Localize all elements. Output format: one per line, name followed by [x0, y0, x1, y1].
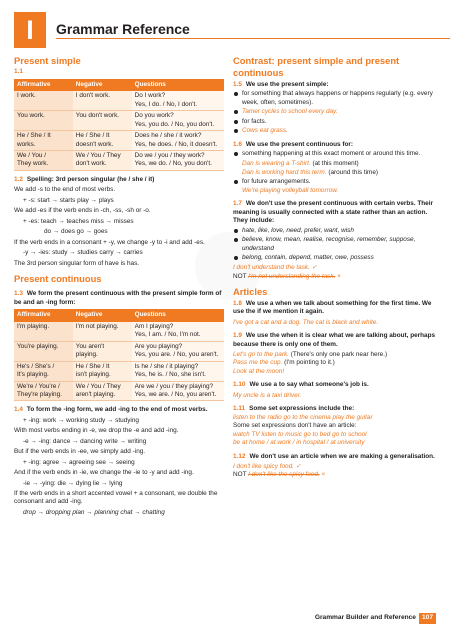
- section-heading: 1.12 We don't use an article when we are making a generalisation.: [233, 452, 435, 460]
- text: But if the verb ends in -ee, we simply add -ing.: [14, 448, 146, 456]
- example-line: be at home / at work / in hospital / at university: [233, 439, 365, 447]
- list-item: something happening at this exact moment or around this time.: [233, 150, 437, 158]
- present-simple-table: [14, 79, 224, 171]
- table-row: [14, 131, 224, 151]
- text: Some set expressions don't have an article:: [233, 422, 357, 430]
- text: If the verb ends in a short accented vowel + a consonant, we double the consonant and add -ing.: [14, 490, 218, 506]
- example-line: do → does go → goes: [44, 228, 108, 236]
- example-line: + -ing: work → working study → studying: [23, 416, 139, 424]
- unit-badge: I: [14, 12, 46, 48]
- left-column: [14, 55, 224, 517]
- page-title: Grammar Reference: [56, 21, 190, 37]
- example-line: + -es: teach → teaches miss → misses: [23, 217, 134, 225]
- example-line: We're playing volleyball tomorrow.: [242, 186, 339, 194]
- table-cell: You aren't playing.: [73, 341, 132, 361]
- example-line: -e → -ing: dance → dancing write → writing: [23, 437, 147, 445]
- table-row: [14, 381, 224, 401]
- title-rule: [56, 38, 450, 39]
- list-item: for facts.: [233, 118, 437, 126]
- footer-label: Grammar Builder and Reference: [314, 614, 416, 622]
- table-cell: He / She / It isn't playing.: [73, 361, 132, 381]
- table-cell: You don't work.: [73, 111, 132, 131]
- example-line: Cows eat grass.: [233, 127, 437, 135]
- right-column: [233, 55, 437, 480]
- present-continuous-table: [14, 309, 224, 401]
- example-line: NOT I'm not understanding the task. ×: [233, 272, 341, 280]
- example-line: I don't like spicy food. ✓: [233, 462, 302, 470]
- table-cell: Is he / she / it playing? Yes, he is. / No, she isn't.: [132, 361, 224, 381]
- table-cell: He's / She's / It's playing.: [14, 361, 73, 381]
- table-row: [14, 361, 224, 381]
- table-body: [14, 322, 224, 401]
- section-heading: 1.7 We don't use the present continuous with certain verbs. Their meaning is usually connected with a state rather than an action. They include:: [233, 200, 434, 225]
- table-row: [14, 111, 224, 131]
- list-item: for future arrangements.: [233, 178, 437, 186]
- table-cell: We / You / They don't work.: [73, 151, 132, 171]
- table-cell: I work.: [14, 91, 73, 110]
- list-item: believe, know, mean, realise, recognise, remember, suppose, understand: [233, 236, 437, 253]
- section-heading: 1.4 To form the -ing form, we add -ing to the end of most verbs.: [14, 406, 208, 414]
- table-row: [14, 322, 224, 341]
- table-cell: Are we / you / they playing? Yes, we are. / No, you aren't.: [132, 381, 224, 401]
- text: The 3rd person singular form of have is has.: [14, 259, 140, 267]
- table-cell: Do I work? Yes, I do. / No, I don't.: [132, 91, 224, 110]
- table-cell: He / She / It works.: [14, 131, 73, 151]
- table-cell: Does he / she / it work? Yes, he does. / No, it doesn't.: [132, 131, 224, 151]
- example-line: watch TV listen to music go to bed go to school: [233, 430, 367, 438]
- table-cell: We / You / They aren't playing.: [73, 381, 132, 401]
- section-heading: 1.2 Spelling: 3rd person singular (he / she / it): [14, 175, 155, 183]
- heading-articles: Articles: [233, 286, 268, 298]
- table-row: [14, 341, 224, 361]
- table-header: Negative: [73, 309, 132, 321]
- bullet-list: [233, 150, 437, 158]
- list-item: for something that always happens or happens regularly (e.g. every week, often, sometimes).: [233, 90, 437, 107]
- heading-present-simple: Present simple: [14, 55, 81, 66]
- table-body: [14, 91, 224, 170]
- example-line: Dan is working hard this term. (around this time): [242, 168, 379, 176]
- table-cell: Am I playing? Yes, I am. / No, I'm not.: [132, 322, 224, 341]
- heading-present-continuous: Present continuous: [14, 273, 102, 285]
- bullet-list: [233, 90, 437, 135]
- table-cell: You're playing.: [14, 341, 73, 361]
- example-line: Dan is wearing a T-shirt. (at this moment): [242, 160, 359, 168]
- table-cell: Do you work? Yes, you do. / No, you don't.: [132, 111, 224, 131]
- example-line: drop → dropping plan → planning chat → chatting: [23, 508, 165, 516]
- example-line: Pass me the cup. (I'm pointing to it.): [233, 359, 335, 367]
- example-line: I've got a cat and a dog. The cat is black and white.: [233, 318, 379, 326]
- text: And if the verb ends in -ie, we change the -ie to -y and add -ing.: [14, 469, 194, 477]
- section-heading: 1.10 We use a to say what someone's job is.: [233, 381, 369, 389]
- table-cell: We / You / They work.: [14, 151, 73, 171]
- table-header: Affirmative: [14, 309, 73, 321]
- section-heading: 1.11 Some set expressions include the:: [233, 405, 355, 413]
- example-line: listen to the radio go to the cinema play the guitar: [233, 413, 373, 421]
- text: With most verbs ending in -e, we drop the -e and add -ing.: [14, 427, 179, 435]
- table-header: Questions: [132, 309, 224, 321]
- example-line: -ie → -ying: die → dying lie → lying: [23, 479, 123, 487]
- table-row: [14, 151, 224, 171]
- example-line: Tamer cycles to school every day.: [233, 108, 437, 116]
- page-number: 107: [419, 613, 436, 624]
- table-header: Negative: [73, 79, 132, 91]
- table-cell: He / She / It doesn't work.: [73, 131, 132, 151]
- bullet-list: [233, 178, 437, 186]
- list-item: belong, contain, depend, matter, owe, possess: [233, 254, 437, 262]
- table-cell: Do we / you / they work? Yes, we do. / No, you don't.: [132, 151, 224, 171]
- table-header: Affirmative: [14, 79, 73, 91]
- example-line: + -ing: agree → agreeing see → seeing: [23, 458, 135, 466]
- bullet-list: [233, 227, 437, 263]
- section-heading: 1.6 We use the present continuous for:: [233, 140, 354, 148]
- example-line: I don't understand the task. ✓: [233, 264, 318, 272]
- text: We add -s to the end of most verbs.: [14, 186, 116, 194]
- table-row: [14, 91, 224, 110]
- heading-contrast: Contrast: present simple and present continuous: [233, 55, 400, 79]
- table-cell: We're / You're / They're playing.: [14, 381, 73, 401]
- example-line: Look at the moon!: [233, 367, 285, 375]
- section-heading: 1.8 We use a when we talk about something for the first time. We use the if we mention it again.: [233, 299, 432, 316]
- example-line: -y → -ies: study → studies carry → carries: [23, 249, 143, 257]
- list-item: hate, like, love, need, prefer, want, wish: [233, 227, 437, 235]
- section-heading: 1.9 We use the when it is clear what we are talking about, perhaps because there is only one of them.: [233, 332, 436, 348]
- table-cell: Are you playing? Yes, you are. / No, you aren't.: [132, 341, 224, 361]
- section-number: 1.1: [14, 68, 23, 76]
- example-line: Let's go to the park. (There's only one park near here.): [233, 351, 388, 358]
- example-line: NOT I don't like the spicy food. ×: [233, 471, 326, 479]
- example-line: + -s: start → starts play → plays: [23, 196, 114, 204]
- example-line: My uncle is a taxi driver.: [233, 391, 302, 399]
- table-cell: I'm playing.: [14, 322, 73, 341]
- table-cell: I don't work.: [73, 91, 132, 110]
- text: If the verb ends in a consonant + -y, we change -y to -i and add -es.: [14, 238, 205, 246]
- text: We add -es if the verb ends in -ch, -ss, -sh or -o.: [14, 207, 151, 215]
- page-footer: [315, 613, 436, 624]
- table-header: Questions: [132, 79, 224, 91]
- table-cell: I'm not playing.: [73, 322, 132, 341]
- table-cell: You work.: [14, 111, 73, 131]
- section-heading: 1.5 We use the present simple:: [233, 80, 329, 88]
- section-heading: 1.3 We form the present continuous with the present simple form of be and an -ing form:: [14, 290, 222, 306]
